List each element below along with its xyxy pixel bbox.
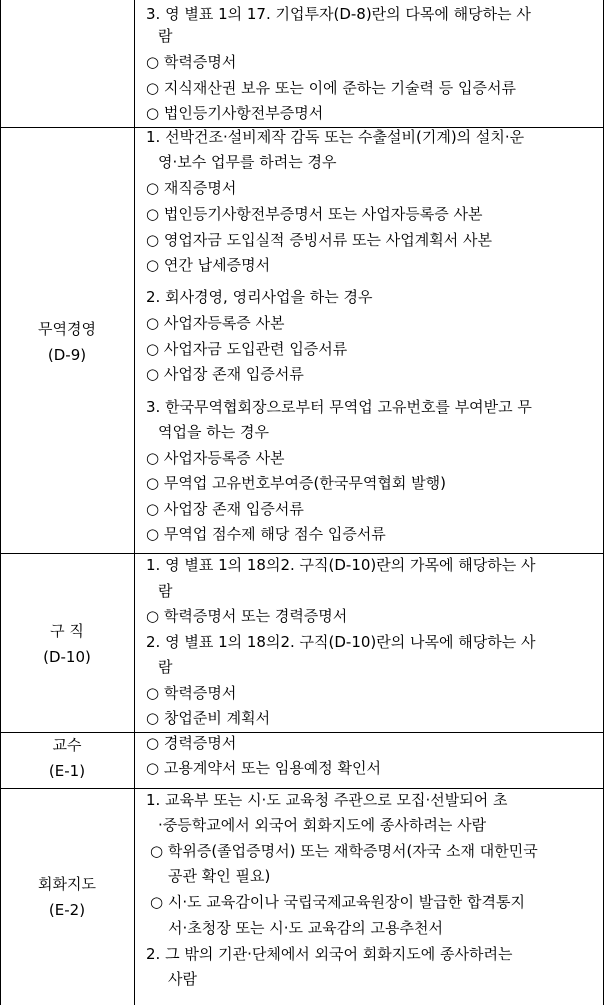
visa-type-code: (D-9) bbox=[47, 346, 87, 364]
list-item: 2. 영 별표 1의 18의2. 구직(D-10)란의 나목에 해당하는 사 bbox=[146, 633, 536, 651]
list-item: 람 bbox=[158, 27, 173, 45]
list-item: ○ 시·도 교육감이나 국립국제교육원장이 발급한 합격통지 bbox=[150, 893, 525, 911]
list-item: ○ 사업자등록증 사본 bbox=[146, 449, 285, 467]
list-item: 사람 bbox=[168, 970, 197, 988]
list-item: 1. 교육부 또는 시·도 교육청 주관으로 모집·선발되어 초 bbox=[146, 791, 508, 809]
column-divider bbox=[134, 0, 135, 1005]
list-item: ○ 무역업 고유번호부여증(한국무역협회 발행) bbox=[146, 474, 446, 492]
visa-type-name: 구 직 bbox=[50, 622, 84, 640]
list-item: ○ 창업준비 계획서 bbox=[146, 709, 271, 727]
list-item: 람 bbox=[158, 658, 173, 676]
visa-type-name: 교수 bbox=[52, 736, 82, 754]
list-item: 1. 선박건조·설비제작 감독 또는 수출설비(기계)의 설치·운 bbox=[146, 128, 525, 146]
visa-type-code: (E-2) bbox=[48, 901, 86, 919]
list-item: 영·보수 업무를 하려는 경우 bbox=[158, 153, 337, 171]
visa-type-name: 무역경영 bbox=[38, 320, 96, 338]
list-item: 1. 영 별표 1의 18의2. 구직(D-10)란의 가목에 해당하는 사 bbox=[146, 556, 536, 574]
table-right-border bbox=[603, 0, 604, 1005]
list-item: ○ 법인등기사항전부증명서 또는 사업자등록증 사본 bbox=[146, 205, 483, 223]
visa-type-name: 회화지도 bbox=[38, 875, 96, 893]
list-item: ○ 재직증명서 bbox=[146, 179, 237, 197]
list-item: ○ 사업장 존재 입증서류 bbox=[146, 365, 304, 383]
list-item: ○ 사업장 존재 입증서류 bbox=[146, 500, 304, 518]
list-item: ○ 학위증(졸업증명서) 또는 재학증명서(자국 소재 대한민국 bbox=[150, 842, 538, 860]
list-item: ○ 학력증명서 bbox=[146, 684, 237, 702]
list-item: ·중등학교에서 외국어 회화지도에 종사하려는 사람 bbox=[158, 816, 487, 834]
list-item: ○ 학력증명서 또는 경력증명서 bbox=[146, 607, 348, 625]
list-item: ○ 법인등기사항전부증명서 bbox=[146, 104, 324, 122]
list-item: ○ 경력증명서 bbox=[146, 734, 237, 752]
list-item: ○ 사업자등록증 사본 bbox=[146, 314, 285, 332]
list-item: ○ 무역업 점수제 해당 점수 입증서류 bbox=[146, 525, 386, 543]
list-item: ○ 지식재산권 보유 또는 이에 준하는 기술력 등 입증서류 bbox=[146, 79, 517, 97]
list-item: 2. 회사경영, 영리사업을 하는 경우 bbox=[146, 288, 373, 306]
table-left-border bbox=[0, 0, 1, 1005]
list-item: 람 bbox=[158, 582, 173, 600]
list-item: ○ 학력증명서 bbox=[146, 53, 237, 71]
list-item: ○ 연간 납세증명서 bbox=[146, 256, 271, 274]
list-item: 3. 한국무역협회장으로부터 무역업 고유번호를 부여받고 무 bbox=[146, 398, 532, 416]
list-item: 2. 그 밖의 기관·단체에서 외국어 회화지도에 종사하려는 bbox=[146, 945, 513, 963]
list-item: 공관 확인 필요) bbox=[168, 867, 271, 885]
list-item: 서·초청장 또는 시·도 교육감의 고용추천서 bbox=[168, 919, 443, 937]
list-item: 3. 영 별표 1의 17. 기업투자(D-8)란의 다목에 해당하는 사 bbox=[146, 5, 531, 23]
visa-type-code: (D-10) bbox=[43, 648, 91, 666]
visa-type-code: (E-1) bbox=[48, 762, 86, 780]
list-item: 역업을 하는 경우 bbox=[158, 423, 269, 441]
list-item: ○ 사업자금 도입관련 입증서류 bbox=[146, 340, 348, 358]
list-item: ○ 영업자금 도입실적 증빙서류 또는 사업계획서 사본 bbox=[146, 231, 492, 249]
list-item: ○ 고용계약서 또는 임용예정 확인서 bbox=[146, 759, 382, 777]
